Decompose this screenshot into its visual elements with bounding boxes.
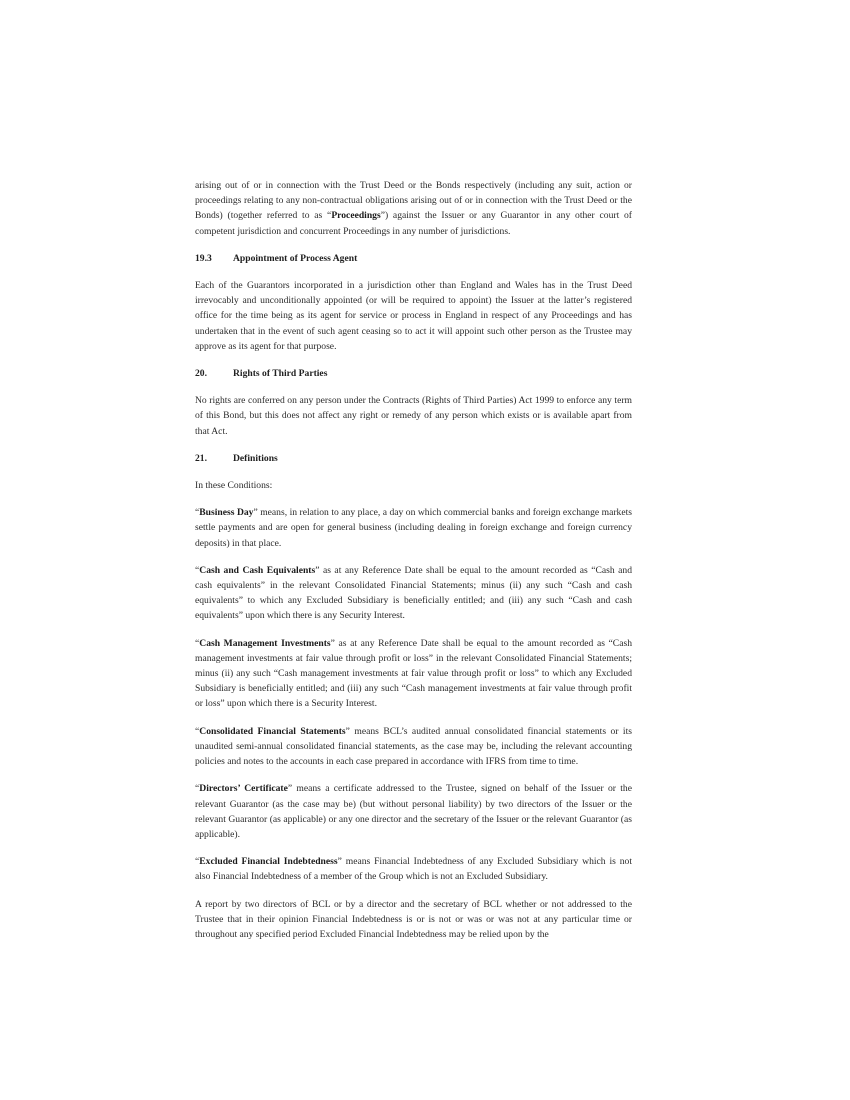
definition-business-day [195, 505, 632, 551]
defined-term: Directors’ Certificate [199, 783, 288, 795]
closing-paragraph: A report by two directors of BCL or by a director and the secretary of BCL whether or not addressed to the Trustee that in their opinion Financial Indebtedness is or is not or was or was not at any particular time or throughout any specified period Excluded Financial Indebtedness may be relied upon by the [195, 898, 632, 940]
definition-directors-certificate [195, 781, 632, 842]
definition-text: ” means a certificate addressed to the Trustee, signed on behalf of the Issuer or the relevant Guarantor (as the case may be) (but without personal liability) by two directors of the Issuer or the relevant Guarantor (as applicable) or any one director and the secretary of the Issuer or the relevant Guarantor (as applicable). [195, 783, 632, 840]
section-19-3-heading [195, 251, 632, 266]
defined-term: Cash and Cash Equivalents [199, 564, 316, 576]
definition-cash-and-cash-equivalents [195, 563, 632, 624]
section-number: 20. [195, 368, 207, 380]
intro-paragraph [195, 178, 632, 239]
definition-excluded-financial-indebtedness [195, 854, 632, 884]
intro-tail: ”) against the Issuer or any Guarantor in any other court of competent jurisdiction and concurrent Proceedings in any number of jurisdictions. [195, 210, 632, 237]
defined-term: Cash Management Investments [199, 637, 331, 649]
quote-mark: “ [195, 783, 200, 795]
defined-term: Consolidated Financial Statements [199, 725, 346, 737]
definition-text: ” means Financial Indebtedness of any Excluded Subsidiary which is not also Financial Indebtedness of a member of the Group which is not an Excluded Subsidiary. [195, 856, 632, 883]
section-20-heading [195, 366, 632, 381]
quote-mark: “ [195, 637, 200, 649]
section-number: 21. [195, 452, 207, 464]
defined-term: Excluded Financial Indebtedness [199, 856, 338, 868]
section-20-body: No rights are conferred on any person under the Contracts (Rights of Third Parties) Act 1999 to enforce any term of this Bond, but this does not affect any right or remedy of any person which exists or is available apart from that Act. [195, 395, 632, 437]
definition-text: ” means BCL’s audited annual consolidated financial statements or its unaudited semi-annual consolidated financial statements, as the case may be, including the relevant accounting policies and notes to the accounts in each case prepared in accordance with IFRS from time to time. [195, 725, 632, 768]
definition-cash-management-investments [195, 636, 632, 712]
section-21-heading [195, 451, 632, 466]
definition-text: ” means, in relation to any place, a day on which commercial banks and foreign exchange markets settle payments and are open for general business (including dealing in foreign exchange and foreign currency deposits) in that place. [195, 507, 632, 549]
section-title: Appointment of Process Agent [233, 252, 358, 264]
definition-consolidated-financial-statements [195, 724, 632, 770]
quote-mark: “ [195, 564, 200, 576]
section-19-3-body: Each of the Guarantors incorporated in a jurisdiction other than England and Wales has in the Trust Deed irrevocably and unconditionally appointed (or will be required to appoint) the Issuer at the latter’s registered office for the time being as its agent for service or process in England in respect of any Proceedings and has undertaken that in the event of such agent ceasing so to act it will appoint such other person as the Trustee may approve as its agent for that purpose. [195, 280, 632, 352]
quote-mark: “ [195, 856, 200, 868]
section-title: Rights of Third Parties [233, 368, 328, 380]
section-number: 19.3 [195, 252, 212, 264]
defined-term: Business Day [199, 507, 254, 519]
section-title: Definitions [233, 452, 278, 464]
document-page [195, 178, 632, 942]
definition-text: ” as at any Reference Date shall be equal to the amount recorded as “Cash and cash equivalents” in the relevant Consolidated Financial Statements; minus (ii) any such “Cash and cash equivalents” to which any Excluded Subsidiary is beneficially entitled; and (iii) any such “Cash and cash equivalents” upon which there is any Security Interest. [195, 564, 632, 622]
quote-mark: “ [195, 725, 200, 737]
quote-mark: “ [195, 507, 200, 519]
definition-text: ” as at any Reference Date shall be equal to the amount recorded as “Cash management investments at fair value through profit or loss” in the relevant Consolidated Financial Statements; minus (ii) any such “Cash management investments at fair value through profit or loss” to which any Excluded Subsidiary is beneficially entitled; and (iii) any such “Cash management investments at fair value through profit or loss” upon which there is a Security Interest. [195, 637, 632, 710]
intro-defined-term: Proceedings [331, 210, 381, 222]
section-21-intro: In these Conditions: [195, 480, 273, 492]
intro-text: arising out of or in connection with the Trust Deed or the Bonds respectively (including any suit, action or proceedings relating to any non-contractual obligations arising out of or in connection with the Trust Deed or the Bonds) (together referred to as “ [195, 180, 632, 222]
